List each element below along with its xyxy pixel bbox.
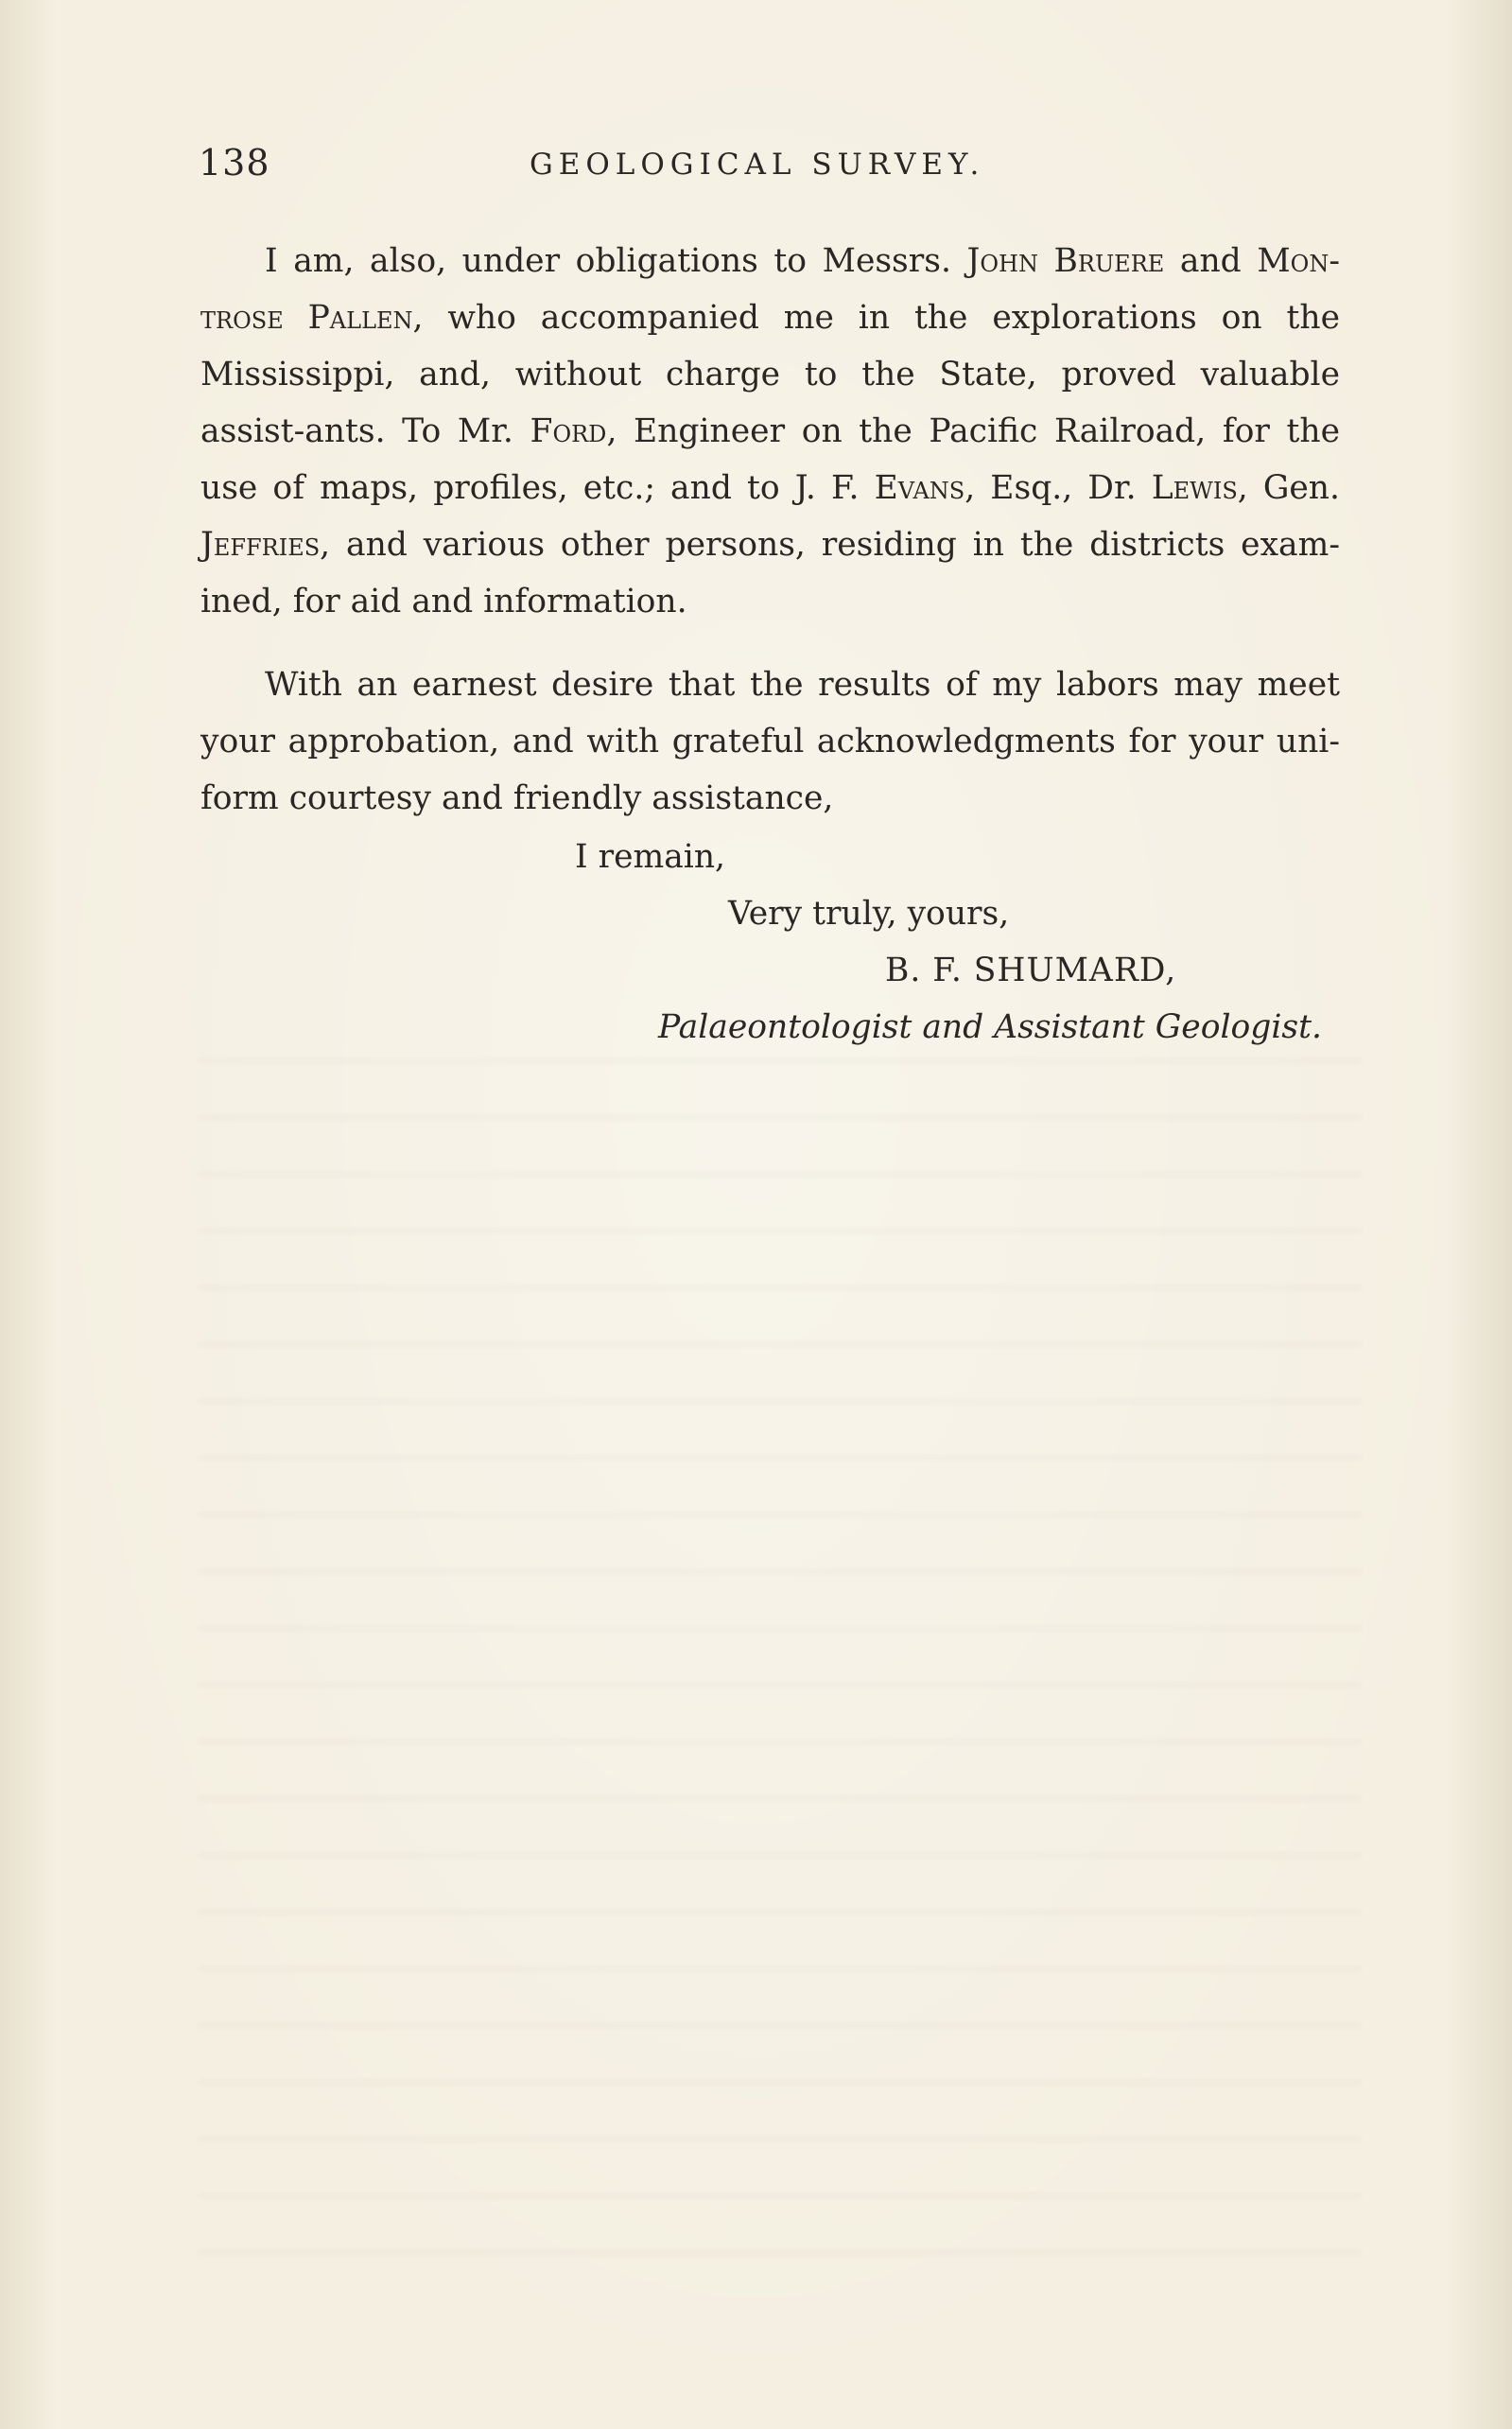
person-name: Ford	[530, 412, 607, 450]
closing-valediction: Very truly, yours,	[728, 895, 1010, 933]
page-number: 138	[199, 142, 270, 183]
body-text	[200, 233, 1340, 827]
running-head: GEOLOGICAL SURVEY.	[530, 148, 985, 182]
person-name: Evans	[874, 469, 965, 507]
show-through-texture	[199, 1059, 1362, 2289]
person-name: Lewis	[1151, 469, 1238, 507]
paragraph-text: , Gen.	[1237, 469, 1340, 507]
page-header	[199, 142, 1352, 199]
signature-title: Palaeontologist and Assistant Geologist.	[658, 1008, 1322, 1046]
person-name: John Bruere	[966, 242, 1165, 280]
paragraph-text: and	[1164, 242, 1258, 280]
paragraph-text: I am, also, under obligations to Messrs.	[265, 242, 967, 280]
paragraph-text: , who accompanied me in the explorations on the Mississippi, and, without charge to the State, proved valuable assist-ants. To Mr.	[200, 299, 1340, 450]
person-name: Jeffries	[200, 526, 321, 564]
signature-name: B. F. SHUMARD,	[885, 952, 1177, 989]
person-name: Mon-trose Pallen	[200, 242, 1340, 337]
acknowledgment-paragraph	[200, 233, 1340, 630]
closing-remain: I remain,	[575, 838, 726, 876]
closing-paragraph: With an earnest desire that the results of my labors may meet your approbation, and with grateful acknowledgments for your uni-form courtesy and friendly assistance,	[200, 666, 1340, 817]
paragraph-text: , Esq., Dr.	[965, 469, 1152, 507]
paragraph-text: , Engineer on the Pacific Railroad, for the use of maps, profiles, etc.; and to J. F.	[200, 412, 1340, 507]
paragraph-text: , and various other persons, residing in the districts exam-ined, for aid and information.	[200, 526, 1340, 620]
